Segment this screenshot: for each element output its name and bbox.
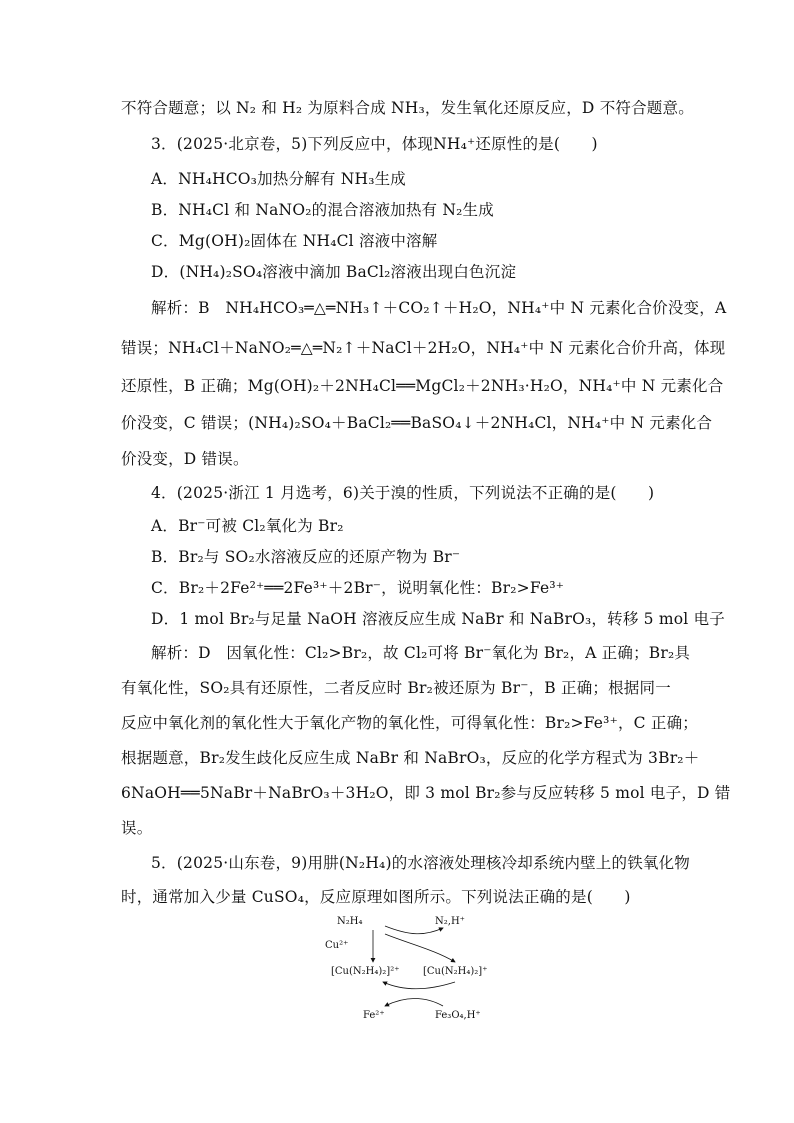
text-line: 反应中氧化剂的氧化性大于氧化产物的氧化性，可得氧化性：Br₂>Fe³⁺，C 正确； bbox=[121, 714, 698, 732]
arrow-bottom-curve bbox=[385, 999, 443, 1007]
text-line: C．Mg(OH)₂固体在 NH₄Cl 溶液中溶解 bbox=[151, 232, 438, 250]
text-line: A．NH₄HCO₃加热分解有 NH₃生成 bbox=[151, 170, 407, 188]
text-line: 错误；NH₄Cl＋NaNO₂═△═N₂↑＋NaCl＋2H₂O，NH₄⁺中 N 元素化合价升高，体现 bbox=[121, 339, 726, 357]
arrow-upper-middle bbox=[385, 934, 455, 962]
text-line: 价没变，D 错误。 bbox=[121, 450, 249, 468]
text-line: 6NaOH══5NaBr＋NaBrO₃＋3H₂O，即 3 mol Br₂参与反应转移 5 mol 电子，D 错 bbox=[121, 784, 731, 802]
label-fe2: Fe²⁺ bbox=[363, 1010, 385, 1021]
text-line: 时，通常加入少量 CuSO₄，反应原理如图所示。下列说法正确的是( ) bbox=[121, 888, 631, 906]
text-line: D．1 mol Br₂与足量 NaOH 溶液反应生成 NaBr 和 NaBrO₃，转移 5 mol 电子 bbox=[151, 610, 725, 628]
label-fe3o4: Fe₃O₄,H⁺ bbox=[435, 1010, 481, 1021]
text-line: B．Br₂与 SO₂水溶液反应的还原产物为 Br⁻ bbox=[151, 548, 461, 566]
text-line: D．(NH₄)₂SO₄溶液中滴加 BaCl₂溶液出现白色沉淀 bbox=[151, 263, 517, 281]
text-line: 3．(2025·北京卷，5)下列反应中，体现NH₄⁺还原性的是( ) bbox=[151, 135, 598, 153]
label-n2h4: N₂H₄ bbox=[337, 916, 363, 927]
text-line: 根据题意，Br₂发生歧化反应生成 NaBr 和 NaBrO₃，反应的化学方程式为 3Br₂＋ bbox=[121, 749, 700, 767]
text-line: 5．(2025·山东卷，9)用肼(N₂H₄)的水溶液处理核冷却系统内壁上的铁氧化物 bbox=[151, 854, 690, 872]
text-line: B．NH₄Cl 和 NaNO₂的混合溶液加热有 N₂生成 bbox=[151, 201, 494, 219]
text-line: 误。 bbox=[121, 819, 153, 837]
label-left-complex: [Cu(N₂H₄)₂]²⁺ bbox=[331, 966, 400, 977]
arrow-top-curve bbox=[385, 926, 443, 934]
arrow-lower-middle bbox=[383, 982, 455, 989]
label-n2-h: N₂,H⁺ bbox=[435, 916, 465, 927]
reaction-mechanism-diagram bbox=[325, 910, 515, 1030]
text-line: 4．(2025·浙江 1 月选考，6)关于溴的性质，下列说法不正确的是( ) bbox=[151, 484, 655, 502]
text-line: 有氧化性，SO₂具有还原性，二者反应时 Br₂被还原为 Br⁻，B 正确；根据同一 bbox=[121, 679, 671, 697]
label-right-complex: [Cu(N₂H₄)₂]⁺ bbox=[423, 966, 488, 977]
text-line: 解析：B NH₄HCO₃═△═NH₃↑＋CO₂↑＋H₂O，NH₄⁺中 N 元素化合价没变，A bbox=[151, 299, 727, 317]
text-line: 价没变，C 错误；(NH₄)₂SO₄＋BaCl₂══BaSO₄↓＋2NH₄Cl，NH₄⁺中 N 元素化合 bbox=[121, 414, 713, 432]
text-line: A．Br⁻可被 Cl₂氧化为 Br₂ bbox=[151, 517, 344, 535]
text-line: 还原性，B 正确；Mg(OH)₂＋2NH₄Cl══MgCl₂＋2NH₃·H₂O，NH₄⁺中 N 元素化合 bbox=[121, 377, 724, 395]
text-line: 不符合题意；以 N₂ 和 H₂ 为原料合成 NH₃，发生氧化还原反应，D 不符合题意。 bbox=[121, 99, 694, 117]
text-line: C．Br₂＋2Fe²⁺══2Fe³⁺＋2Br⁻，说明氧化性：Br₂>Fe³⁺ bbox=[151, 579, 565, 597]
text-line: 解析：D 因氧化性：Cl₂>Br₂，故 Cl₂可将 Br⁻氧化为 Br₂，A 正确；Br₂具 bbox=[151, 644, 691, 662]
label-cu2: Cu²⁺ bbox=[325, 940, 349, 951]
